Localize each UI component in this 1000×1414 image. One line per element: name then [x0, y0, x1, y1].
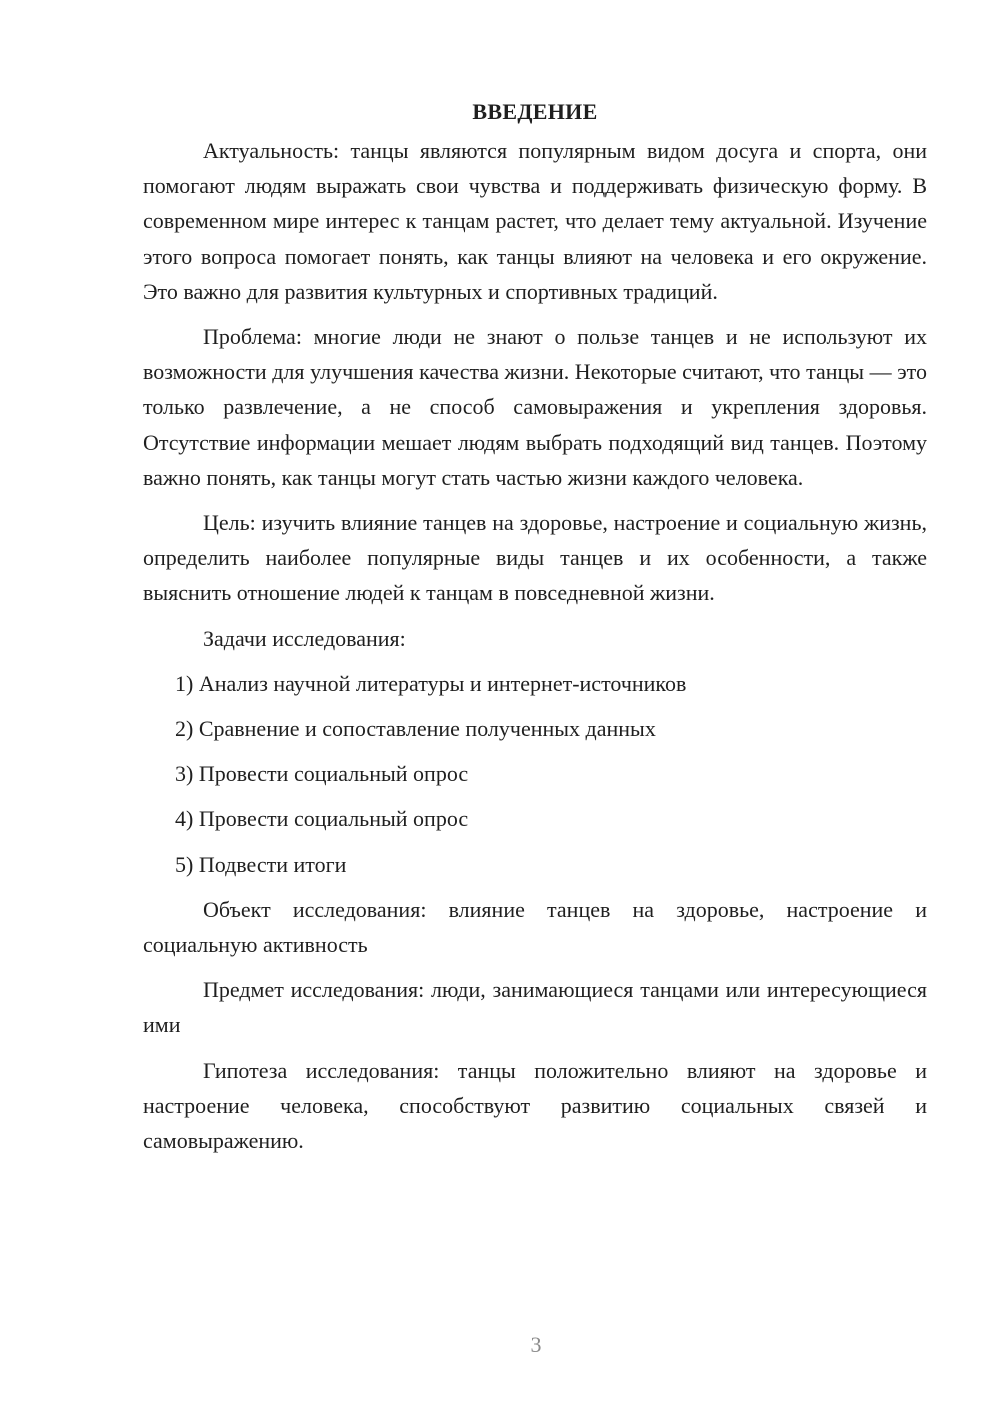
- task-item: 1) Анализ научной литературы и интернет-источников: [175, 670, 687, 696]
- relevance-paragraph: Актуальность: танцы являются популярным видом досуга и спорта, они помогают людям выражать свои чувства и поддерживать физическую форму. В современном мире интерес к танцам растет, что делает тему актуальной. Изучение этого вопроса помогает понять, как танцы влияют на человека и его окружение. Это важно для развития культурных и спортивных традиций.: [143, 138, 927, 304]
- page-title: ВВЕДЕНИЕ: [472, 99, 598, 124]
- problem-paragraph: Проблема: многие люди не знают о пользе танцев и не используют их возможности для улучшения качества жизни. Некоторые считают, что танцы — это только развлечение, а не способ самовыражения и укрепления здоровья. Отсутствие информации мешает людям выбрать подходящий вид танцев. Поэтому важно понять, как танцы могут стать частью жизни каждого человека.: [143, 324, 927, 490]
- object-paragraph: Объект исследования: влияние танцев на здоровье, настроение и социальную активность: [143, 896, 927, 958]
- tasks-heading: Задачи исследования:: [203, 625, 406, 651]
- hypothesis-paragraph: Гипотеза исследования: танцы положительно влияют на здоровье и настроение человека, способствуют развитию социальных связей и самовыражению.: [143, 1057, 927, 1154]
- goal-paragraph: Цель: изучить влияние танцев на здоровье, настроение и социальную жизнь, определить наиболее популярные виды танцев и их особенности, а также выяснить отношение людей к танцам в повседневной жизни.: [143, 510, 927, 606]
- document-page: [143, 96, 927, 1168]
- subject-paragraph: Предмет исследования: люди, занимающиеся танцами или интересующиеся ими: [143, 977, 927, 1038]
- task-item: 2) Сравнение и сопоставление полученных данных: [175, 716, 656, 742]
- task-item: 3) Провести социальный опрос: [175, 761, 469, 787]
- tasks-list: [143, 666, 927, 882]
- task-item: 5) Подвести итоги: [175, 851, 347, 877]
- task-item: 4) Провести социальный опрос: [175, 806, 469, 832]
- page-number: 3: [530, 1332, 542, 1357]
